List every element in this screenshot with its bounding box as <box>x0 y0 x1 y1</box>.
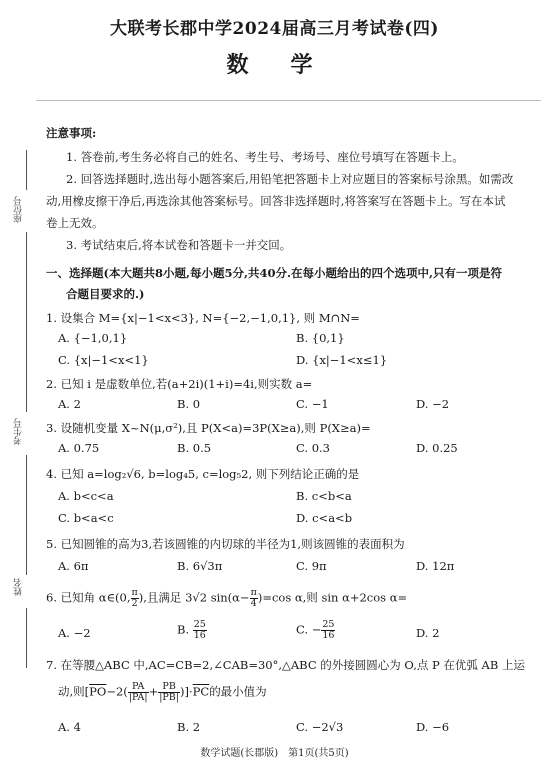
q6-stem-part-b: ),且满足 3√2 sin(α− <box>138 590 250 605</box>
q4-stem: 4. 已知 a=log₂√6, b=log₄5, c=log₅2, 则下列结论正确的是 <box>46 467 360 481</box>
q2-option-c: C. −1 <box>296 397 329 411</box>
exam-number-label: 考生号 <box>14 418 24 445</box>
q7-option-b: B. 2 <box>177 720 201 734</box>
notice-item-2a: 2. 回答选择题时,选出每小题答案后,用铅笔把答题卡上对应题目的答案标号涂黑。如需改 <box>66 172 514 186</box>
q2-option-d: D. −2 <box>416 397 450 411</box>
q1-stem: 1. 设集合 M={x|−1<x<3}, N={−2,−1,0,1}, 则 M∩N= <box>46 311 360 325</box>
binding-line-1 <box>26 150 27 190</box>
q2-option-a: A. 2 <box>58 397 81 411</box>
q4-option-b: B. c<b<a <box>296 489 352 503</box>
q4-option-d: D. c<a<b <box>296 511 353 525</box>
q5-option-a: A. 6π <box>58 559 89 573</box>
q6-option-b-fraction: $\frac{25}{16}$ <box>193 619 206 641</box>
q6-option-d: D. 2 <box>416 626 440 640</box>
exam-title: 大联考长郡中学2024届高三月考试卷(四) <box>110 19 439 39</box>
binding-line-3 <box>26 455 27 575</box>
subject-title: 数 学 <box>226 52 323 78</box>
q7-unit-vector-pb: $\frac{PB}{|PB|}$ <box>159 681 179 703</box>
notice-item-2c: 卷上无效。 <box>46 216 104 230</box>
q2-stem: 2. 已知 i 是虚数单位,若(a+2i)(1+i)=4i,则实数 a= <box>46 377 313 391</box>
q1-option-b: B. {0,1} <box>296 331 345 345</box>
q5-option-d: D. 12π <box>416 559 455 573</box>
q6-option-b: B. $\frac{25}{16}$ <box>177 619 206 641</box>
q6-option-a: A. −2 <box>58 626 91 640</box>
binding-line-2 <box>26 232 27 412</box>
q5-stem: 5. 已知圆锥的高为3,若该圆锥的内切球的半径为1,则该圆锥的表面积为 <box>46 537 405 551</box>
q4-option-a: A. b<c<a <box>58 489 114 503</box>
q5-option-c: C. 9π <box>296 559 327 573</box>
q1-option-c: C. {x|−1<x<1} <box>58 353 149 367</box>
q2-option-b: B. 0 <box>177 397 201 411</box>
q3-option-a: A. 0.75 <box>58 441 100 455</box>
notice-item-1: 1. 答卷前,考生务必将自己的姓名、考生号、考场号、座位号填写在答题卡上。 <box>66 150 464 164</box>
q3-option-c: C. 0.3 <box>296 441 330 455</box>
q7-unit-vector-pa: $\frac{PA}{|PA|}$ <box>128 681 148 703</box>
notice-item-2b: 动,用橡皮擦干净后,再选涂其他答案标号。回答非选择题时,将答案写在答题卡上。写在本试 <box>46 194 506 208</box>
section-1-heading: 一、选择题(本大题共8小题,每小题5分,共40分.在每小题给出的四个选项中,只有一项是符 <box>46 266 502 280</box>
q3-option-b: B. 0.5 <box>177 441 212 455</box>
q4-option-c: C. b<a<c <box>58 511 114 525</box>
page-footer: 数学试题(长郡版) 第1页(共5页) <box>200 748 349 759</box>
q1-option-a: A. {−1,0,1} <box>58 331 128 345</box>
seat-label: 座位号 <box>14 196 24 223</box>
vector-pc: $\overline{PC}$ <box>192 684 210 699</box>
q6-fraction-pi-over-4: $\frac{\pi}{4}$ <box>250 587 257 609</box>
q7-stem-line-2: 动,则[$\overline{PO}-2$( $\frac{PA}{|PA|}$ + $\frac{PB}{|PB|}$ )]$\cdot\overline{PC}$的最小值为 <box>58 681 267 703</box>
binding-line-4 <box>26 608 27 668</box>
q3-stem: 3. 设随机变量 X~N(μ,σ²),且 P(X<a)=3P(X≥a),则 P(X≥a)= <box>46 421 371 435</box>
q6-option-c: C. − $\frac{25}{16}$ <box>296 619 335 641</box>
q1-option-d: D. {x|−1<x≤1} <box>296 353 388 367</box>
q6-stem <box>46 588 407 609</box>
name-label: 姓名 <box>14 578 24 596</box>
q7-option-d: D. −6 <box>416 720 450 734</box>
q6-fraction-pi-over-2: $\frac{\pi}{2}$ <box>131 587 138 609</box>
q7-option-c: C. −2√3 <box>296 720 344 734</box>
q5-option-b: B. 6√3π <box>177 559 223 573</box>
q6-stem-part-c: )=cos α,则 sin α+2cos α= <box>257 590 408 605</box>
q7-option-a: A. 4 <box>58 720 81 734</box>
header-divider <box>36 100 541 101</box>
vector-po: $\overline{PO}$ <box>89 684 107 699</box>
section-1-heading-cont: 合题目要求的.) <box>66 287 145 301</box>
notice-item-3: 3. 考试结束后,将本试卷和答题卡一并交回。 <box>66 238 292 252</box>
q6-option-c-fraction: $\frac{25}{16}$ <box>322 619 335 641</box>
q7-stem-line-1: 7. 在等腰△ABC 中,AC=CB=2,∠CAB=30°,△ABC 的外接圆圆心为 O,点 P 在优弧 AB 上运 <box>46 658 525 672</box>
notice-title: 注意事项: <box>46 126 97 140</box>
q3-option-d: D. 0.25 <box>416 441 458 455</box>
q6-stem-part-a: 6. 已知角 α∈(0, <box>46 590 131 605</box>
